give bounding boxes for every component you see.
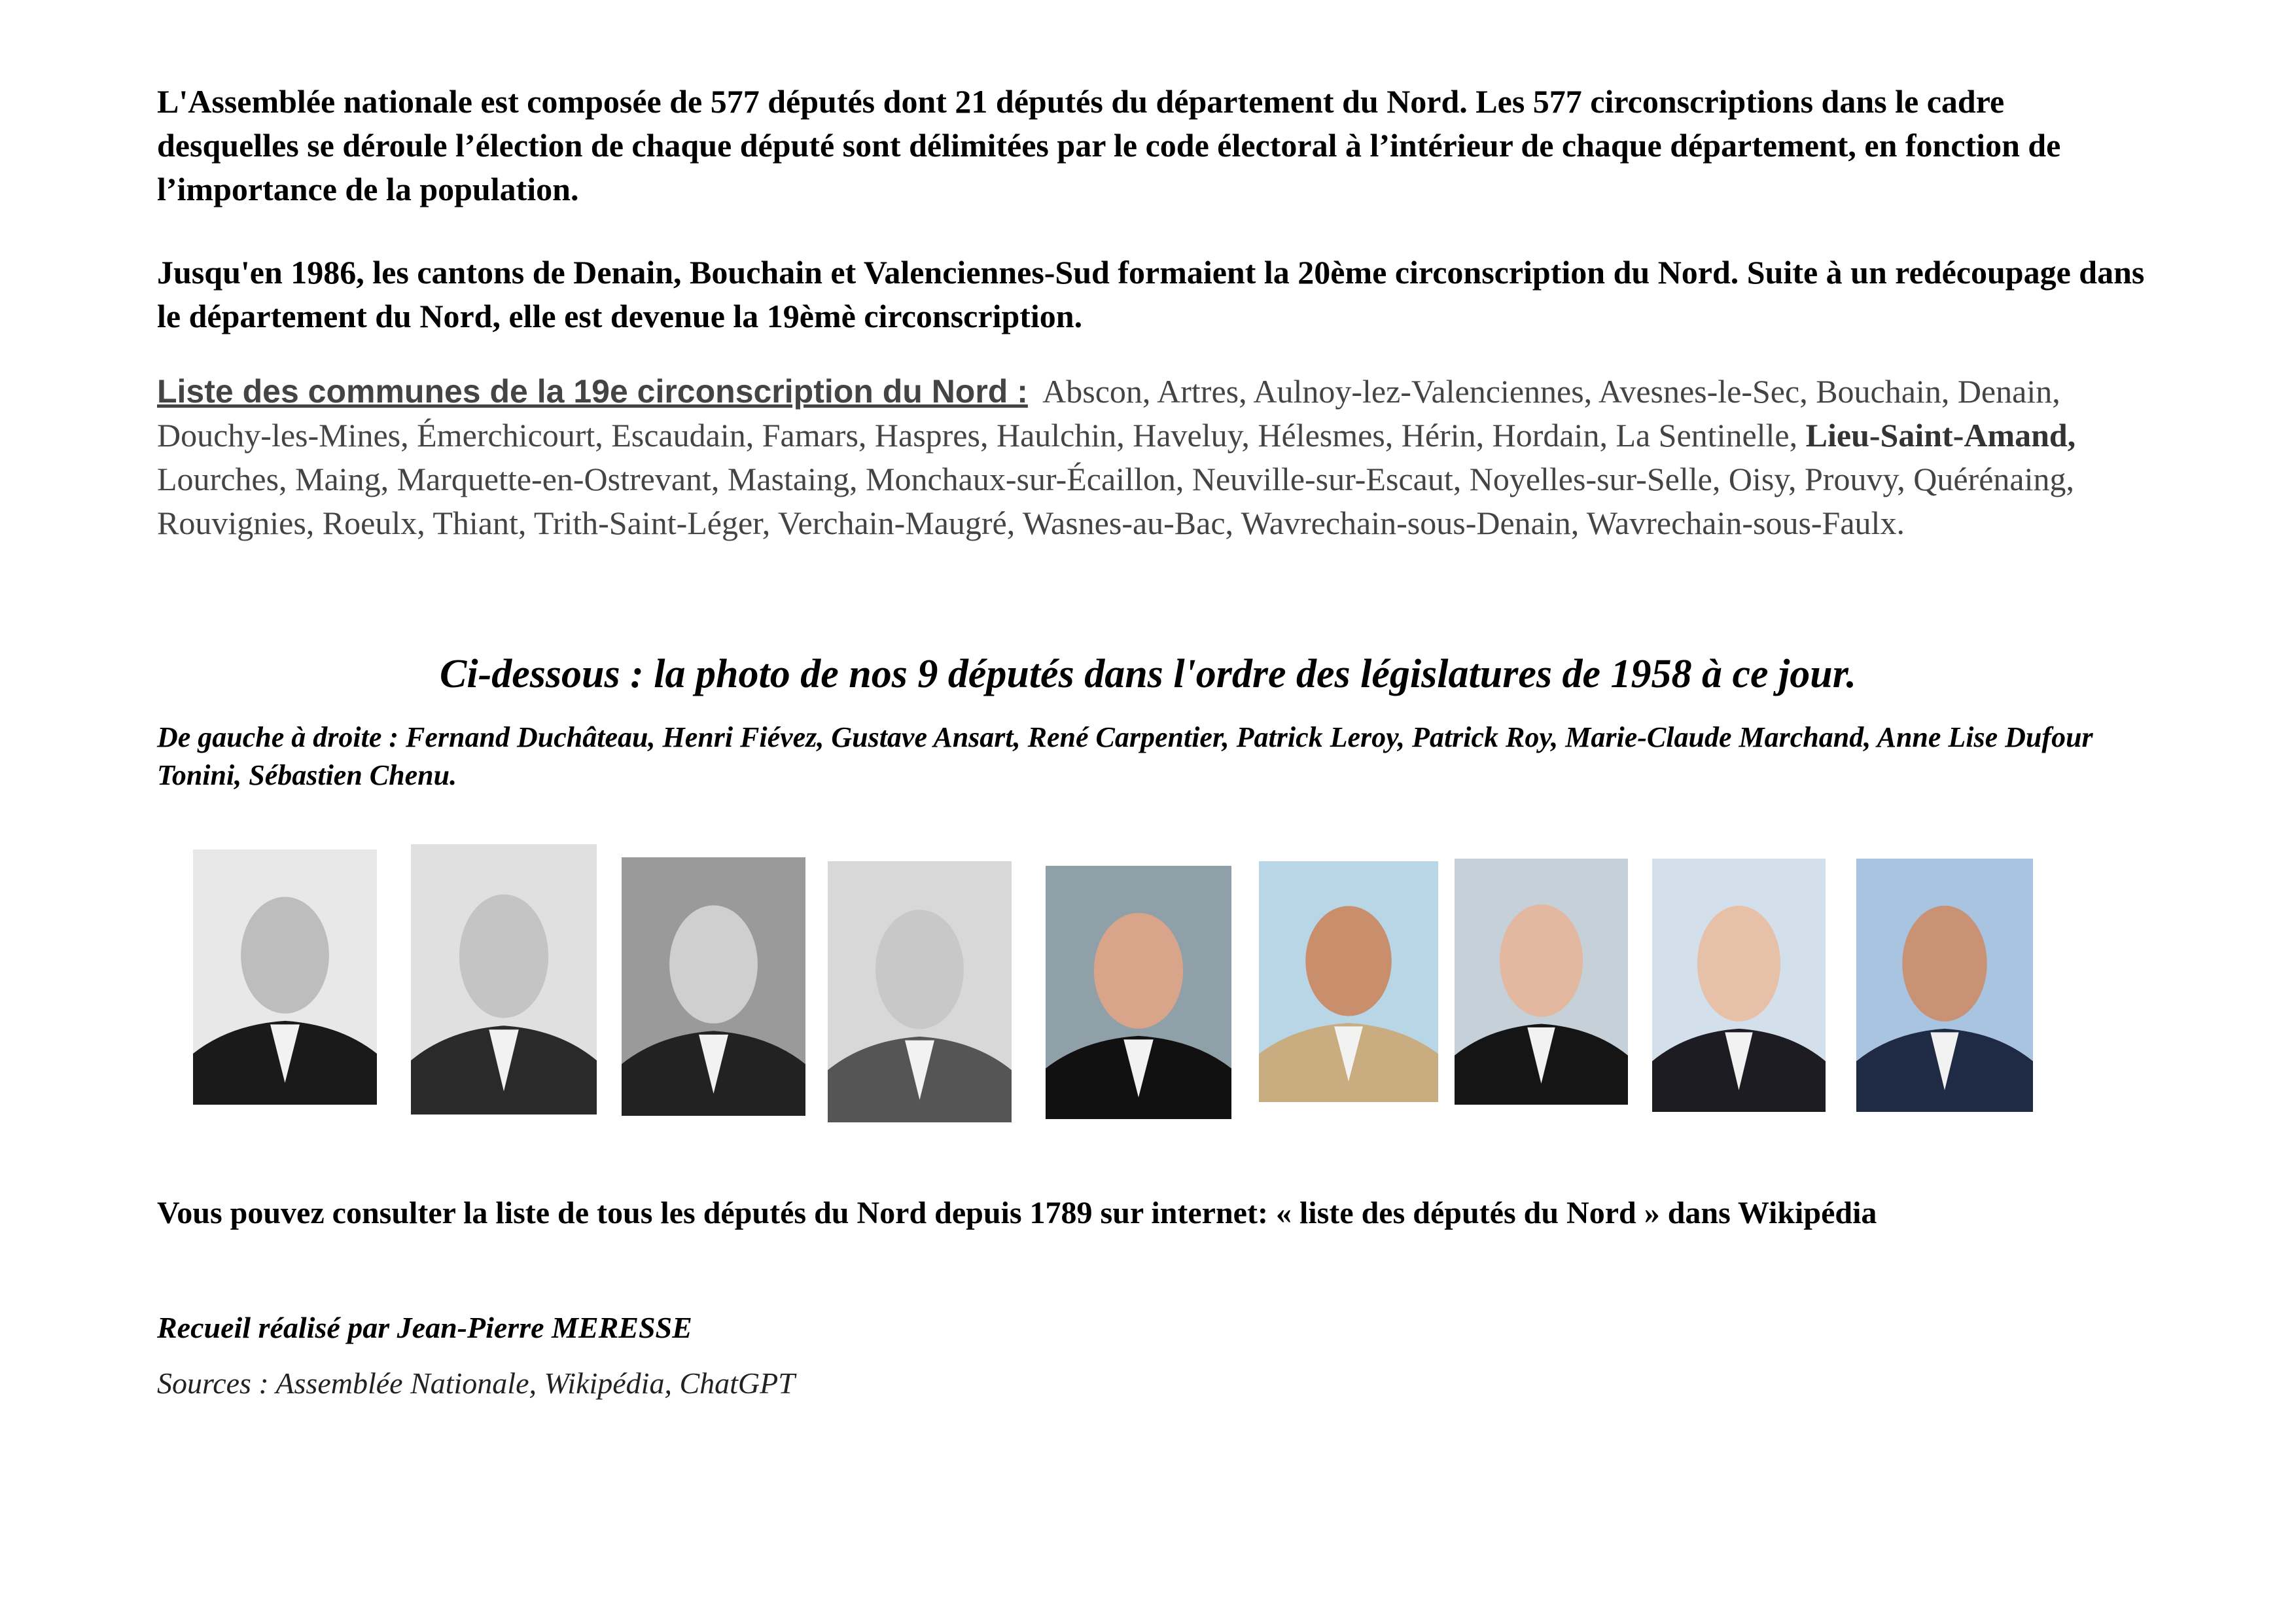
deputy-photo <box>1652 859 1826 1112</box>
deputy-photo <box>1856 859 2033 1112</box>
deputy-photo <box>1455 859 1628 1105</box>
deputy-photo <box>828 861 1012 1122</box>
deputy-photo <box>622 857 805 1116</box>
wikipedia-note: Vous pouvez consulter la liste de tous les députés du Nord depuis 1789 sur internet: « liste des députés du Nord » dans Wikipédia <box>157 1196 1877 1230</box>
photo-caption: Ci-dessous : la photo de nos 9 députés dans l'ordre des législatures de 1958 à ce jour. <box>440 652 1856 696</box>
communes-highlight: Lieu-Saint-Amand, <box>1805 417 2076 454</box>
deputies-names: De gauche à droite : Fernand Duchâteau, Henri Fiévez, Gustave Ansart, René Carpentier, Patrick Leroy, Patrick Roy, Marie-Claude Marchand, Anne Lise Dufour Tonini, Sébastien Chenu. <box>157 721 2093 791</box>
author-credit: Recueil réalisé par Jean-Pierre MERESSE <box>157 1311 692 1344</box>
communes-paragraph <box>157 370 2153 545</box>
deputy-photo <box>1046 866 1231 1119</box>
deputy-photo <box>193 849 377 1105</box>
deputy-photo <box>1259 861 1438 1102</box>
intro-paragraph: L'Assemblée nationale est composée de 577 députés dont 21 députés du département du Nord. Les 577 circonscriptions dans le cadre desquelles se déroule l’élection de chaque député sont délimitées par le code électoral à l’intérieur de chaque département, en fonction de l’importance de la population. <box>157 83 2061 207</box>
deputy-photo <box>411 844 597 1115</box>
sources: Sources : Assemblée Nationale, Wikipédia, ChatGPT <box>157 1366 795 1400</box>
communes-list-before: Abscon, Artres, Aulnoy-lez-Valenciennes, Avesnes-le-Sec, Bouchain, Denain, Douchy-les-Mines, Émerchicourt, Escaudain, Famars, Haspres, Haulchin, Haveluy, Hélesmes, Hérin, Hordain, La Sentinelle, <box>157 373 2060 454</box>
communes-label: Liste des communes de la 19e circonscription du Nord : <box>157 373 1028 410</box>
history-paragraph: Jusqu'en 1986, les cantons de Denain, Bouchain et Valenciennes-Sud formaient la 20ème circonscription du Nord. Suite à un redécoupage dans le département du Nord, elle est devenue la 19èmè circonscription. <box>157 254 2145 334</box>
communes-list-after: Lourches, Maing, Marquette-en-Ostrevant, Mastaing, Monchaux-sur-Écaillon, Neuville-sur-Escaut, Noyelles-sur-Selle, Oisy, Prouvy, Quérénaing, Rouvignies, Roeulx, Thiant, Trith-Saint-Léger, Verchain-Maugré, Wasnes-au-Bac, Wavrechain-sous-Denain, Wavrechain-sous-Faulx. <box>157 461 2074 541</box>
